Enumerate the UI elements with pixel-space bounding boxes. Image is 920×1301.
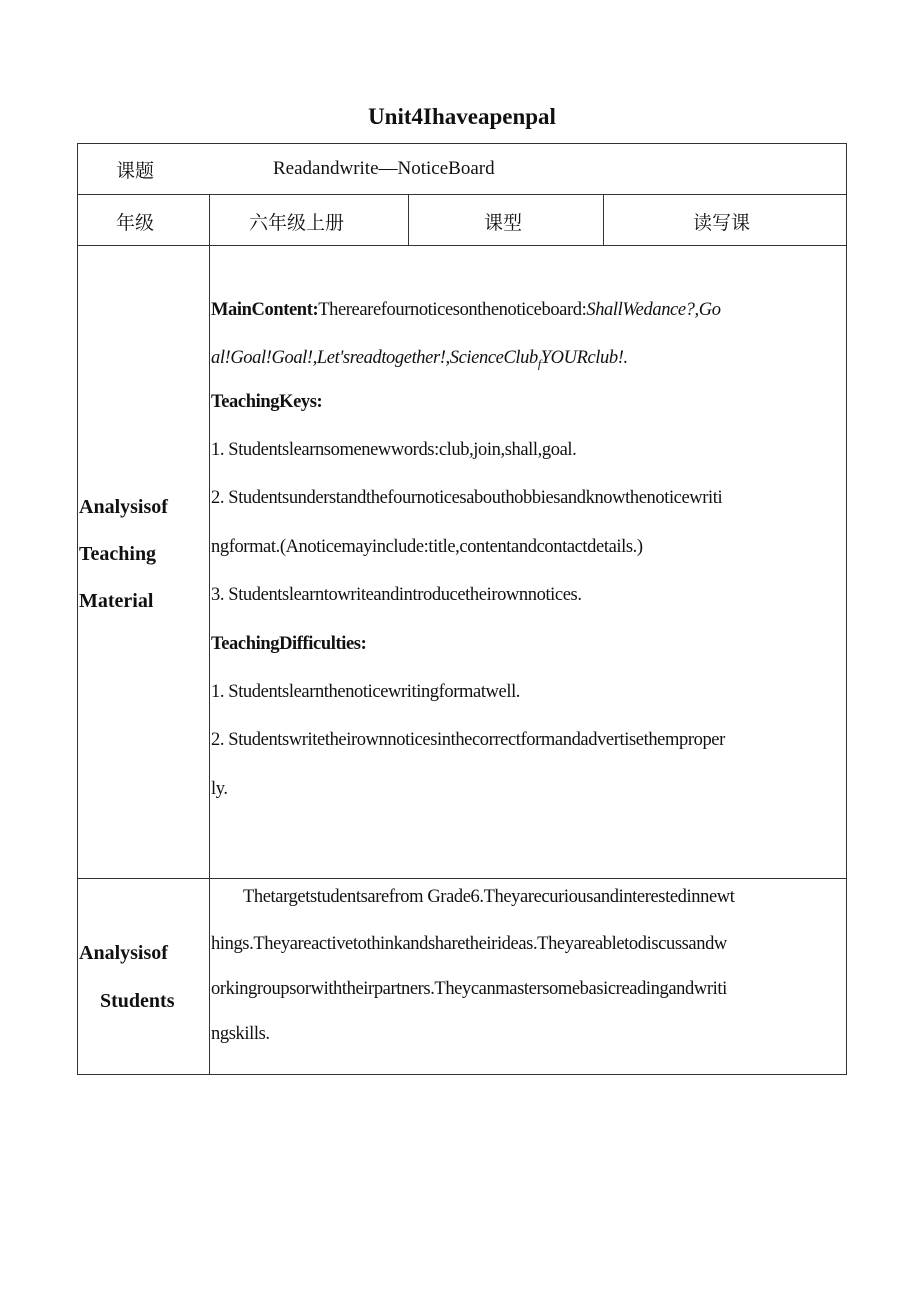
teaching-difficulty-item: 2. Studentswritetheirownnoticesinthecorrectformandadvertisethemproper	[211, 730, 725, 750]
topic-label: 课题	[116, 160, 155, 182]
teaching-keys-label: TeachingKeys:	[211, 392, 323, 412]
lesson-plan-table	[77, 143, 847, 1075]
grade-label-cell	[77, 194, 210, 246]
material-heading-cell	[77, 245, 210, 879]
grade-value-cell	[209, 194, 409, 246]
topic-row	[77, 143, 847, 195]
students-line: Thetargetstudentsarefrom Grade6.Theyarecuriousandinterestedinnewt	[243, 887, 735, 907]
students-line: orkingroupsorwiththeirpartners.Theycanmastersomebasicreadingandwriti	[211, 979, 727, 999]
type-label-cell	[408, 194, 604, 246]
main-content-line	[211, 300, 721, 321]
grade-value: 六年级上册	[249, 212, 345, 234]
material-heading-line3: Material	[79, 590, 154, 612]
type-value-cell	[603, 194, 847, 246]
main-content-line2	[211, 348, 628, 372]
teaching-key-item: 3. Studentslearntowriteandintroducetheirownnotices.	[211, 585, 582, 605]
type-value: 读写课	[693, 212, 751, 234]
material-heading-line1: Analysisof	[79, 496, 168, 518]
main-content-italic1: ShallWedance?,Go	[586, 300, 721, 320]
teaching-key-item: ngformat.(Anoticemayinclude:title,contentandcontactdetails.)	[211, 537, 643, 557]
main-content-label: MainContent:	[211, 300, 319, 320]
teaching-difficulties-label: TeachingDifficulties:	[211, 634, 367, 654]
main-content-sub: f	[537, 356, 541, 371]
main-content-italic2: al!Goal!Goal!,Let'sreadtogether!,ScienceClub	[211, 348, 538, 368]
material-heading-line2: Teaching	[79, 543, 157, 565]
students-line: hings.Theyareactivetothinkandsharetheirideas.Theyareabletodiscussandw	[211, 934, 727, 954]
main-content-italic3: YOURclub!.	[540, 348, 628, 368]
material-content-cell	[209, 245, 847, 879]
teaching-key-item: 1. Studentslearnsomenewwords:club,join,shall,goal.	[211, 440, 577, 460]
students-heading-cell	[77, 878, 210, 1075]
teaching-difficulty-item: 1. Studentslearnthenoticewritingformatwell.	[211, 682, 521, 702]
main-content-text: Therearefournoticesonthenoticeboard:	[318, 300, 587, 320]
type-label: 课型	[484, 212, 523, 234]
grade-label: 年级	[116, 212, 155, 234]
teaching-difficulty-item: ly.	[211, 779, 228, 799]
document-title: Unit4Ihaveapenpal	[368, 104, 556, 129]
topic-value: Readandwrite—NoticeBoard	[273, 158, 495, 179]
students-line: ngskills.	[211, 1024, 270, 1044]
teaching-key-item: 2. Studentsunderstandthefournoticesabouthobbiesandknowthenoticewriti	[211, 488, 723, 508]
students-heading-line1: Analysisof	[79, 942, 168, 964]
students-heading-line2: Students	[100, 990, 175, 1012]
